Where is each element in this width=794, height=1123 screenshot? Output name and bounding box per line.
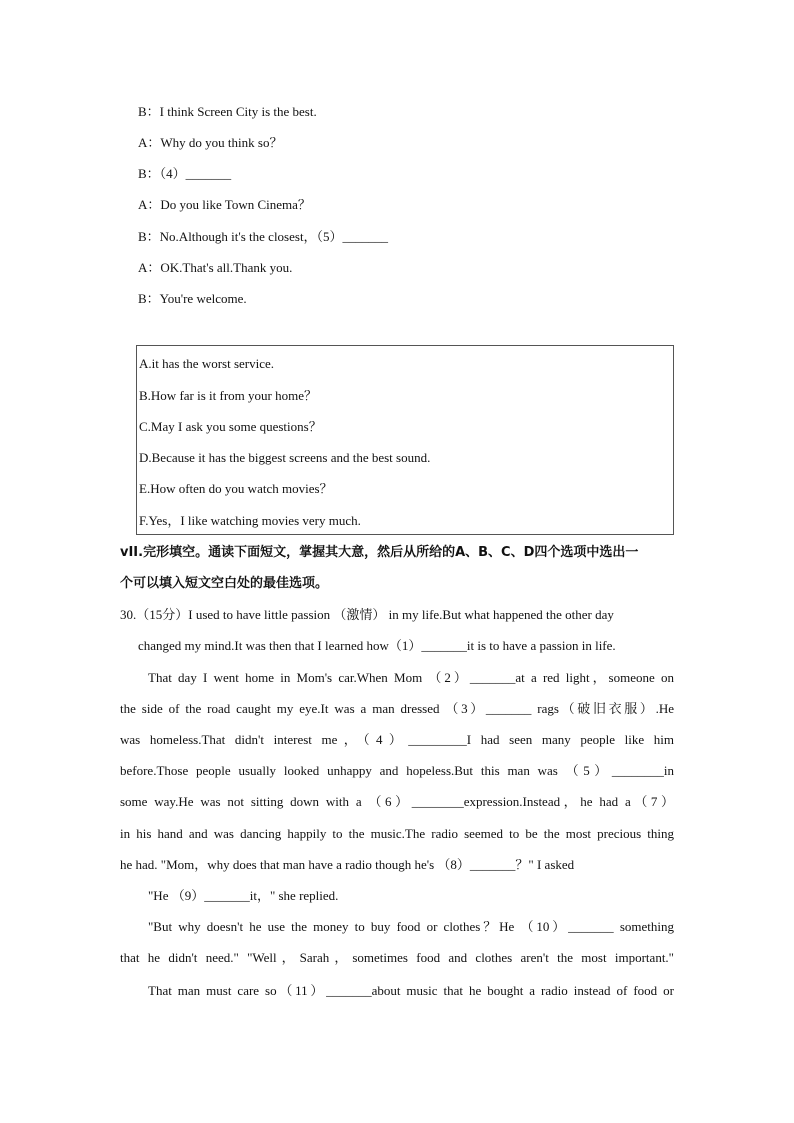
passage-line: was homeless.That didn't interest me，（4）_________I had seen many people like him bbox=[120, 732, 674, 747]
option-item: C.May I ask you some questions？ bbox=[139, 419, 322, 434]
passage-line: he had. "Mom，why does that man have a radio though he's （8）_______？" I asked bbox=[120, 857, 575, 872]
passage-line: in his hand and was dancing happily to the music.The radio seemed to be the most precious thing bbox=[120, 826, 674, 841]
option-item: A.it has the worst service. bbox=[139, 356, 275, 371]
passage-line: "He （9）_______it，" she replied. bbox=[148, 888, 339, 903]
options-box bbox=[136, 345, 674, 535]
option-item: B.How far is it from your home？ bbox=[139, 388, 318, 403]
dialogue-line: B：I think Screen City is the best. bbox=[138, 104, 317, 119]
passage-line: the side of the road caught my eye.It was a man dressed （3）_______ rags（破旧衣服）.He bbox=[120, 701, 674, 716]
option-item: D.Because it has the biggest screens and the best sound. bbox=[139, 450, 431, 465]
passage-line: "But why doesn't he use the money to buy food or clothes？He （10）_______ something bbox=[148, 919, 674, 934]
option-item: E.How often do you watch movies？ bbox=[139, 481, 333, 496]
dialogue-line: A：Why do you think so？ bbox=[138, 135, 283, 150]
passage-line: before.Those people usually looked unhappy and hopeless.But this man was （5）________in bbox=[120, 763, 674, 778]
passage-line: That man must care so（11）_______about music that he bought a radio instead of food or bbox=[148, 983, 674, 998]
section-heading: 个可以填入短文空白处的最佳选项。 bbox=[120, 576, 329, 591]
question-line: changed my mind.It was then that I learned how（1）_______it is to have a passion in life. bbox=[138, 638, 616, 653]
dialogue-line: A：Do you like Town Cinema？ bbox=[138, 197, 311, 212]
dialogue-line: B：（4）_______ bbox=[138, 166, 232, 181]
section-heading: vII.完形填空。通读下面短文，掌握其大意，然后从所给的A、B、C、D四个选项中选出一 bbox=[120, 545, 639, 560]
question-line: 30.（15分）I used to have little passion （激情） in my life.But what happened the other day bbox=[120, 607, 614, 622]
dialogue-line: B：No.Although it's the closest，（5）_______ bbox=[138, 229, 389, 244]
passage-line: that he didn't need." "Well，Sarah，sometimes food and clothes aren't the most important." bbox=[120, 950, 674, 965]
dialogue-line: A：OK.That's all.Thank you. bbox=[138, 260, 293, 275]
passage-line: That day I went home in Mom's car.When Mom （2）_______at a red light，someone on bbox=[148, 670, 674, 685]
dialogue-line: B：You're welcome. bbox=[138, 291, 247, 306]
option-item: F.Yes，I like watching movies very much. bbox=[139, 513, 361, 528]
passage-line: some way.He was not sitting down with a （6）________expression.Instead，he had a（7） bbox=[120, 794, 674, 809]
